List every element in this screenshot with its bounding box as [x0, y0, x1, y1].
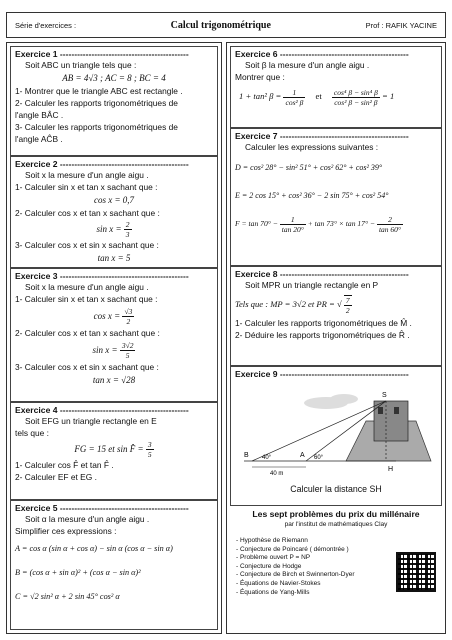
millennium-subtitle: par l'institut de mathématiques Clay	[284, 521, 388, 528]
ex2-intro: Soit x la mesure d'un angle aigu .	[25, 170, 149, 180]
ex9-question: Calculer la distance SH	[290, 484, 382, 494]
label-B: B	[244, 452, 249, 459]
ex5-C: C = √2 sin² α + 2 sin 45° cos² α	[15, 592, 120, 601]
ex2-q1: 1- Calculer sin x et tan x sachant que :	[15, 182, 158, 192]
ex3-v3: tan x = √28	[92, 375, 136, 385]
list-item: - Équations de Yang-Mills	[236, 588, 310, 596]
label-distance: 40 m	[270, 471, 284, 477]
ex5-intro: Soit α la mesure d'un angle aigu .	[25, 514, 150, 524]
ex6-identity: 1 + tan² β = $\frac{1}{\text{cos² β}}$ et $\frac{\text{cos⁴ β − sin⁴ β}}{\text{cos² β − sin² β}}$ = 1	[239, 87, 395, 107]
ex3-v1: cos x = $\frac{√3}{2}$	[93, 307, 133, 327]
ex1-given: AB = 4√3 ; AC = 8 ; BC = 4	[62, 73, 166, 83]
ex8-given-fraction: $\frac{7}{2}$	[345, 296, 350, 316]
ex8-q1: 1- Calculer les rapports trigonométriques de M̂ .	[235, 318, 412, 328]
exercise-7-title: Exercice 7 ---------------------------------------------	[235, 131, 409, 141]
exercise-5	[10, 500, 218, 630]
ex7-frac-2: $\frac{2}{\tan 60^\circ}$	[378, 214, 401, 234]
ex7-F: F = tan 70° − $\frac{1}{\tan 20^\circ}$ + tan 73° × tan 17° − $\frac{2}{\tan 60^\circ}$	[235, 214, 401, 234]
ex4-given-fraction: $\frac{3}{5}$	[147, 440, 152, 460]
ex4-given: FG = 15 et sin F̂ = $\frac{3}{5}$	[74, 440, 152, 460]
ex3-q1: 1- Calculer sin x et tan x sachant que :	[15, 294, 158, 304]
castle-window	[394, 407, 399, 414]
ex6-intro2: Montrer que :	[235, 72, 285, 82]
exercise-1-title: Exercice 1 ---------------------------------------------	[15, 49, 189, 59]
label-S: S	[382, 392, 387, 399]
ex8-intro: Soit MPR un triangle rectangle en P	[245, 280, 379, 290]
series-label: Série d'exercices :	[15, 20, 77, 30]
millennium-title: Les sept problèmes du prix du millénaire	[252, 509, 420, 519]
exercise-8-title: Exercice 8 ---------------------------------------------	[235, 269, 409, 279]
ex3-q3: 3- Calculer cos x et sin x sachant que :	[15, 362, 159, 372]
list-item: - Conjecture de Hodge	[236, 562, 302, 570]
list-item: - Conjecture de Poincaré ( démontrée )	[236, 545, 349, 553]
ex5-intro2: Simplifier ces expressions :	[15, 526, 117, 536]
ex2-q3: 3- Calculer cos x et sin x sachant que :	[15, 240, 159, 251]
ex3-v2: sin x = $\frac{3√2}{5}$	[92, 341, 134, 361]
exercise-2-title: Exercice 2 ---------------------------------------------	[15, 159, 189, 169]
ex7-D: D = cos² 28° − sin² 51° + cos² 62° + cos² 39°	[235, 163, 383, 172]
ex1-q2b: l'angle BÂC .	[15, 110, 64, 120]
castle-figure	[236, 381, 436, 477]
exercise-6	[230, 46, 442, 128]
ex4-q2: 2- Calculer EF et EG .	[15, 472, 97, 483]
ex7-frac-1: $\frac{1}{\tan 20^\circ}$	[281, 214, 304, 234]
label-H: H	[388, 466, 394, 473]
ex1-q2a: 2- Calculer les rapports trigonométriques de	[15, 98, 178, 108]
ex3-q2: 2- Calculer cos x et tan x sachant que :	[15, 328, 160, 338]
exercise-8	[230, 266, 442, 366]
ex7-E: E = 2 cos 15° + cos² 36° − 2 sin 75° + cos² 54°	[235, 191, 389, 200]
ex4-intro2: tels que :	[15, 428, 49, 438]
exercise-3-title: Exercice 3 ---------------------------------------------	[15, 271, 189, 281]
ex6-intro: Soit β la mesure d'un angle aigu .	[245, 60, 370, 70]
ex3-v1-fraction: $\frac{√3}{2}$	[124, 307, 133, 327]
ex8-q2: 2- Déduire les rapports trigonométriques de R̂ .	[235, 330, 410, 340]
exercise-9	[230, 366, 442, 506]
ex5-B: B = (cos α + sin α)² + (cos α − sin α)²	[15, 568, 141, 577]
ex8-given: Tels que : MP = 3√2 et PR = √ $\frac{7}{2}$	[235, 296, 350, 316]
exercise-4-title: Exercice 4 ---------------------------------------------	[15, 405, 189, 415]
ex1-q1: 1- Montrer que le triangle ABC est rectangle .	[15, 86, 183, 96]
ex4-q1: 1- Calculer cos F̂ et tan F̂ .	[15, 460, 114, 471]
exercise-7	[230, 128, 442, 266]
ex2-v2-fraction: $\frac{2}{3}$	[125, 220, 130, 240]
exercise-1	[10, 46, 218, 156]
qr-code-icon[interactable]	[396, 552, 436, 592]
teacher-name: Prof : RAFIK YACINE	[365, 20, 437, 30]
label-angle-60: 60°	[314, 455, 324, 461]
ex2-v3: tan x = 5	[97, 253, 131, 264]
exercise-3	[10, 268, 218, 402]
ex1-q3b: l'angle AĈB .	[15, 134, 63, 144]
label-angle-40: 40°	[262, 455, 272, 461]
list-item: - Problème ouvert P = NP	[236, 554, 311, 562]
castle-window	[378, 407, 383, 414]
ex4-intro: Soit EFG un triangle rectangle en E	[25, 416, 157, 426]
ex3-v2-fraction: $\frac{3√2}{5}$	[121, 341, 134, 361]
ex2-v2: sin x = $\frac{2}{3}$	[96, 220, 130, 240]
cloud-shape-2	[330, 394, 358, 404]
list-item: - Conjecture de Birch et Swinnerton-Dyer	[236, 571, 355, 579]
list-item: - Équations de Navier-Stokes	[236, 579, 321, 587]
page-title: Calcul trigonométrique	[170, 19, 271, 31]
exercise-9-title: Exercice 9 ---------------------------------------------	[235, 369, 409, 379]
millennium-box	[230, 506, 442, 630]
ex2-q2: 2- Calculer cos x et tan x sachant que :	[15, 208, 160, 218]
ex3-intro: Soit x la mesure d'un angle aigu .	[25, 282, 149, 292]
exercise-4	[10, 402, 218, 500]
ex2-v1: cos x = 0,7	[93, 195, 135, 205]
ex1-q3a: 3- Calculer les rapports trigonométriques de	[15, 122, 178, 132]
list-item: - Hypothèse de Riemann	[236, 537, 308, 544]
exercise-2	[10, 156, 218, 268]
ex6-frac-1: $\frac{1}{\text{cos² β}}$	[285, 87, 304, 107]
page-header	[6, 12, 446, 38]
ex5-A: A = cos α (sin α + cos α) − sin α (cos α − sin α)	[15, 544, 173, 553]
ex7-intro: Calculer les expressions suivantes :	[245, 142, 379, 152]
label-A: A	[300, 452, 305, 459]
ex1-intro: Soit ABC un triangle tels que :	[25, 60, 137, 70]
exercise-6-title: Exercice 6 ---------------------------------------------	[235, 49, 409, 59]
exercise-5-title: Exercice 5 ---------------------------------------------	[15, 503, 189, 513]
ex6-frac-2: $\frac{\text{cos⁴ β − sin⁴ β}}{\text{cos² β − sin² β}}$	[333, 87, 378, 107]
